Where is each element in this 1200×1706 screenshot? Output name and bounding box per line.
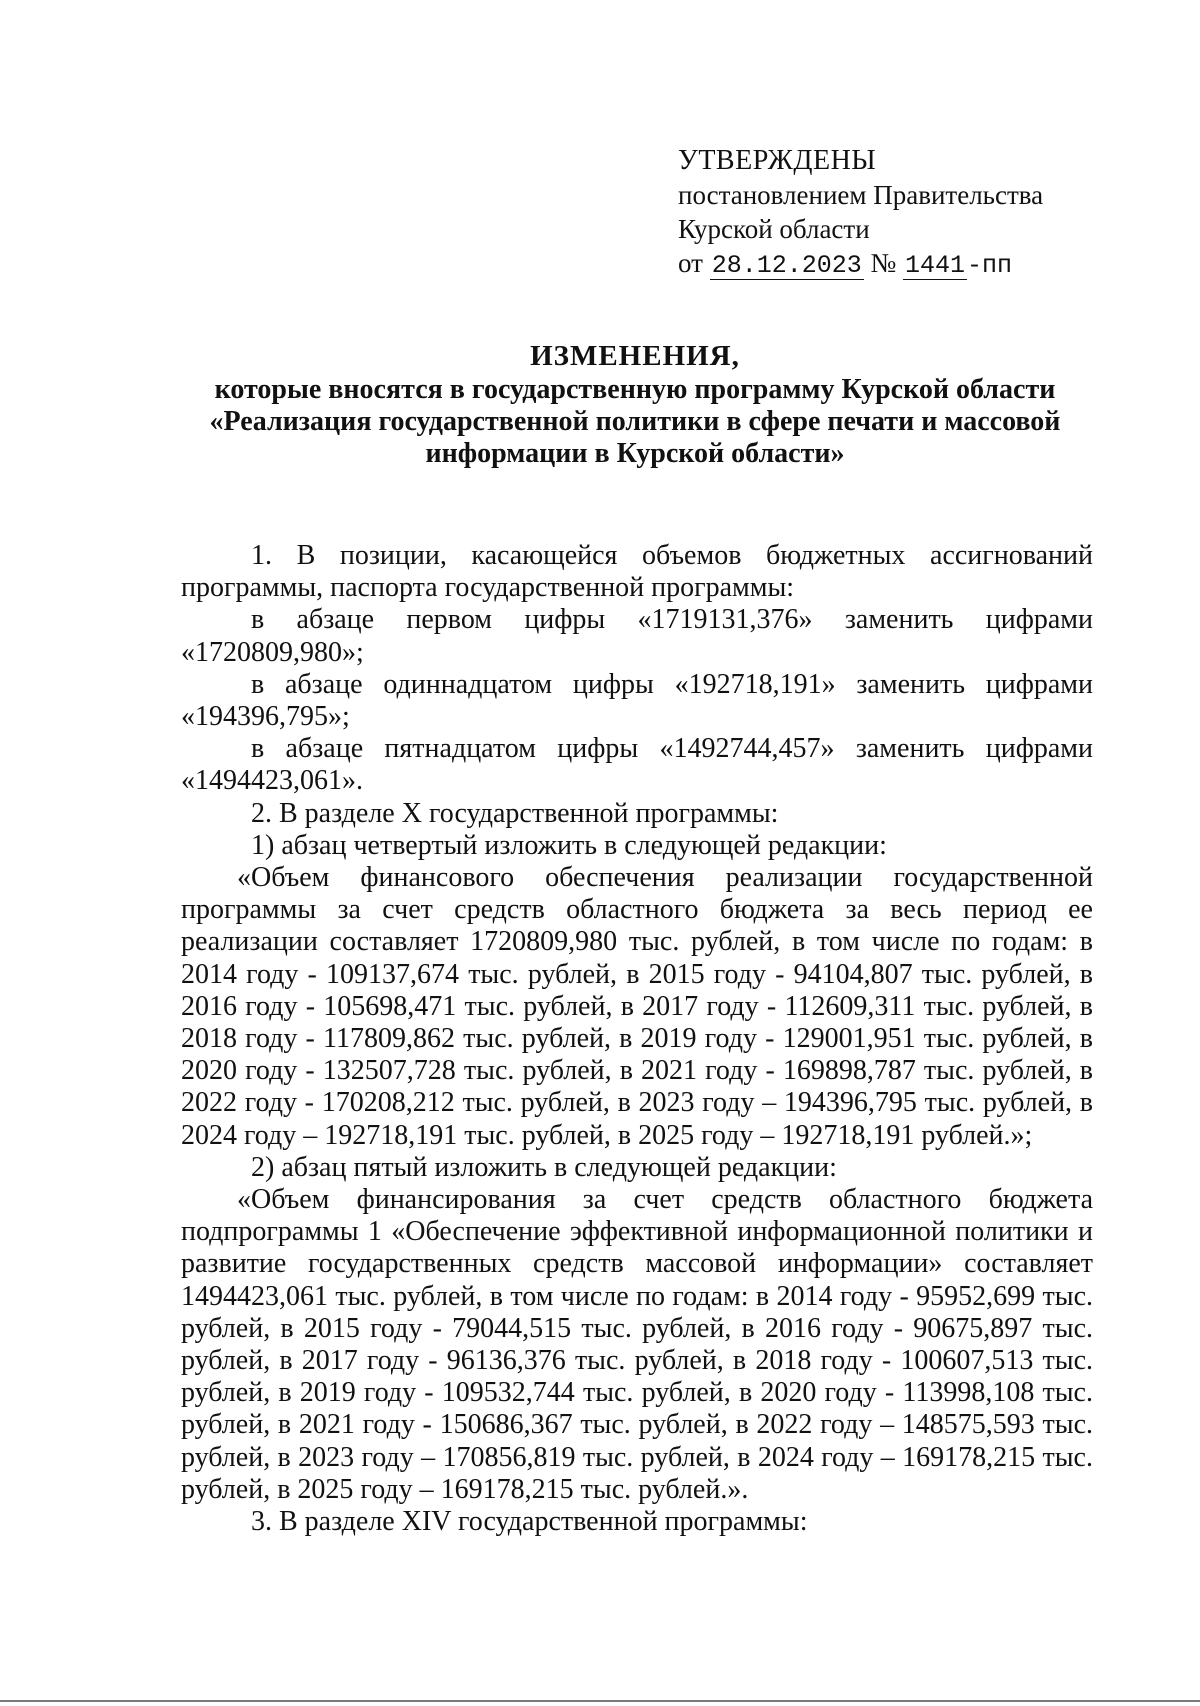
document-body (181, 540, 1093, 1538)
approval-number-suffix: -пп (967, 251, 1013, 280)
paragraph-8: 2) абзац пятый изложить в следующей редакции: (251, 1151, 837, 1183)
heading-title: ИЗМЕНЕНИЯ, (530, 340, 740, 372)
paragraph-9: «Объем финансирования за счет средств областного бюджета подпрограммы 1 «Обеспечение эффективной информационной политики и развитие государственных средств массовой информации» составляет 1494423,061 тыс. рублей, в том числе по годам: в 2014 году - 95952,699 тыс. рублей, в 2015 году - 79044,515 тыс. рублей, в 2016 году - 90675,897 тыс. рублей, в 2017 году - 96136,376 тыс. рублей, в 2018 году - 100607,513 тыс. рублей, в 2019 году - 109532,744 тыс. рублей, в 2020 году - 113998,108 тыс. рублей, в 2021 году - 150686,367 тыс. рублей, в 2022 году – 148575,593 тыс. рублей, в 2023 году – 170856,819 тыс. рублей, в 2024 году – 169178,215 тыс. рублей, в 2025 году – 169178,215 тыс. рублей.». (181, 1184, 1093, 1505)
approval-number: 1441 (905, 251, 966, 280)
approval-title: УТВЕРЖДЕНЫ (678, 145, 877, 176)
paragraph-3: в абзаце одиннадцатом цифры «192718,191» заменить цифрами «194396,795»; (181, 668, 1093, 733)
heading-line-2: «Реализация государственной политики в сфере печати и массовой (209, 406, 1061, 437)
approval-date-line (678, 246, 1118, 283)
paragraph-5: 2. В разделе X государственной программы: (251, 797, 779, 829)
approval-number-prefix: № (863, 248, 903, 278)
approval-date: 28.12.2023 (711, 251, 862, 280)
scan-bottom-edge (0, 1700, 1200, 1702)
paragraph-2: в абзаце первом цифры «1719131,376» заменить цифрами «1720809,980»; (181, 604, 1093, 668)
paragraph-4: в абзаце пятнадцатом цифры «1492744,457» заменить цифрами «1494423,061». (181, 733, 1093, 797)
document-heading (180, 340, 1090, 470)
paragraph-6: 1) абзац четвертый изложить в следующей редакции: (251, 829, 887, 861)
paragraph-7: «Объем финансового обеспечения реализации государственной программы за счет средств областного бюджета за весь период ее реализации составляет 1720809,980 тыс. рублей, в том числе по годам: в 2014 году - 109137,674 тыс. рублей, в 2015 году - 94104,807 тыс. рублей, в 2016 году - 105698,471 тыс. рублей, в 2017 году - 112609,311 тыс. рублей, в 2018 году - 117809,862 тыс. рублей, в 2019 году - 129001,951 тыс. рублей, в 2020 году - 132507,728 тыс. рублей, в 2021 году - 169898,787 тыс. рублей, в 2022 году - 170208,212 тыс. рублей, в 2023 году – 194396,795 тыс. рублей, в 2024 году – 192718,191 тыс. рублей, в 2025 году – 192718,191 рублей.»; (181, 862, 1093, 1151)
heading-line-1: которые вносятся в государственную программу Курской области (214, 374, 1056, 405)
paragraph-10: 3. В разделе XIV государственной программы: (251, 1506, 808, 1538)
approval-date-prefix: от (678, 248, 710, 278)
paragraph-1: 1. В позиции, касающейся объемов бюджетных ассигнований программы, паспорта государственной программы: (181, 540, 1093, 604)
approval-line-2: Курской области (678, 214, 870, 244)
approval-line-1: постановлением Правительства (678, 180, 1044, 210)
heading-line-3: информации в Курской области» (425, 438, 845, 469)
approval-block (678, 144, 1118, 283)
